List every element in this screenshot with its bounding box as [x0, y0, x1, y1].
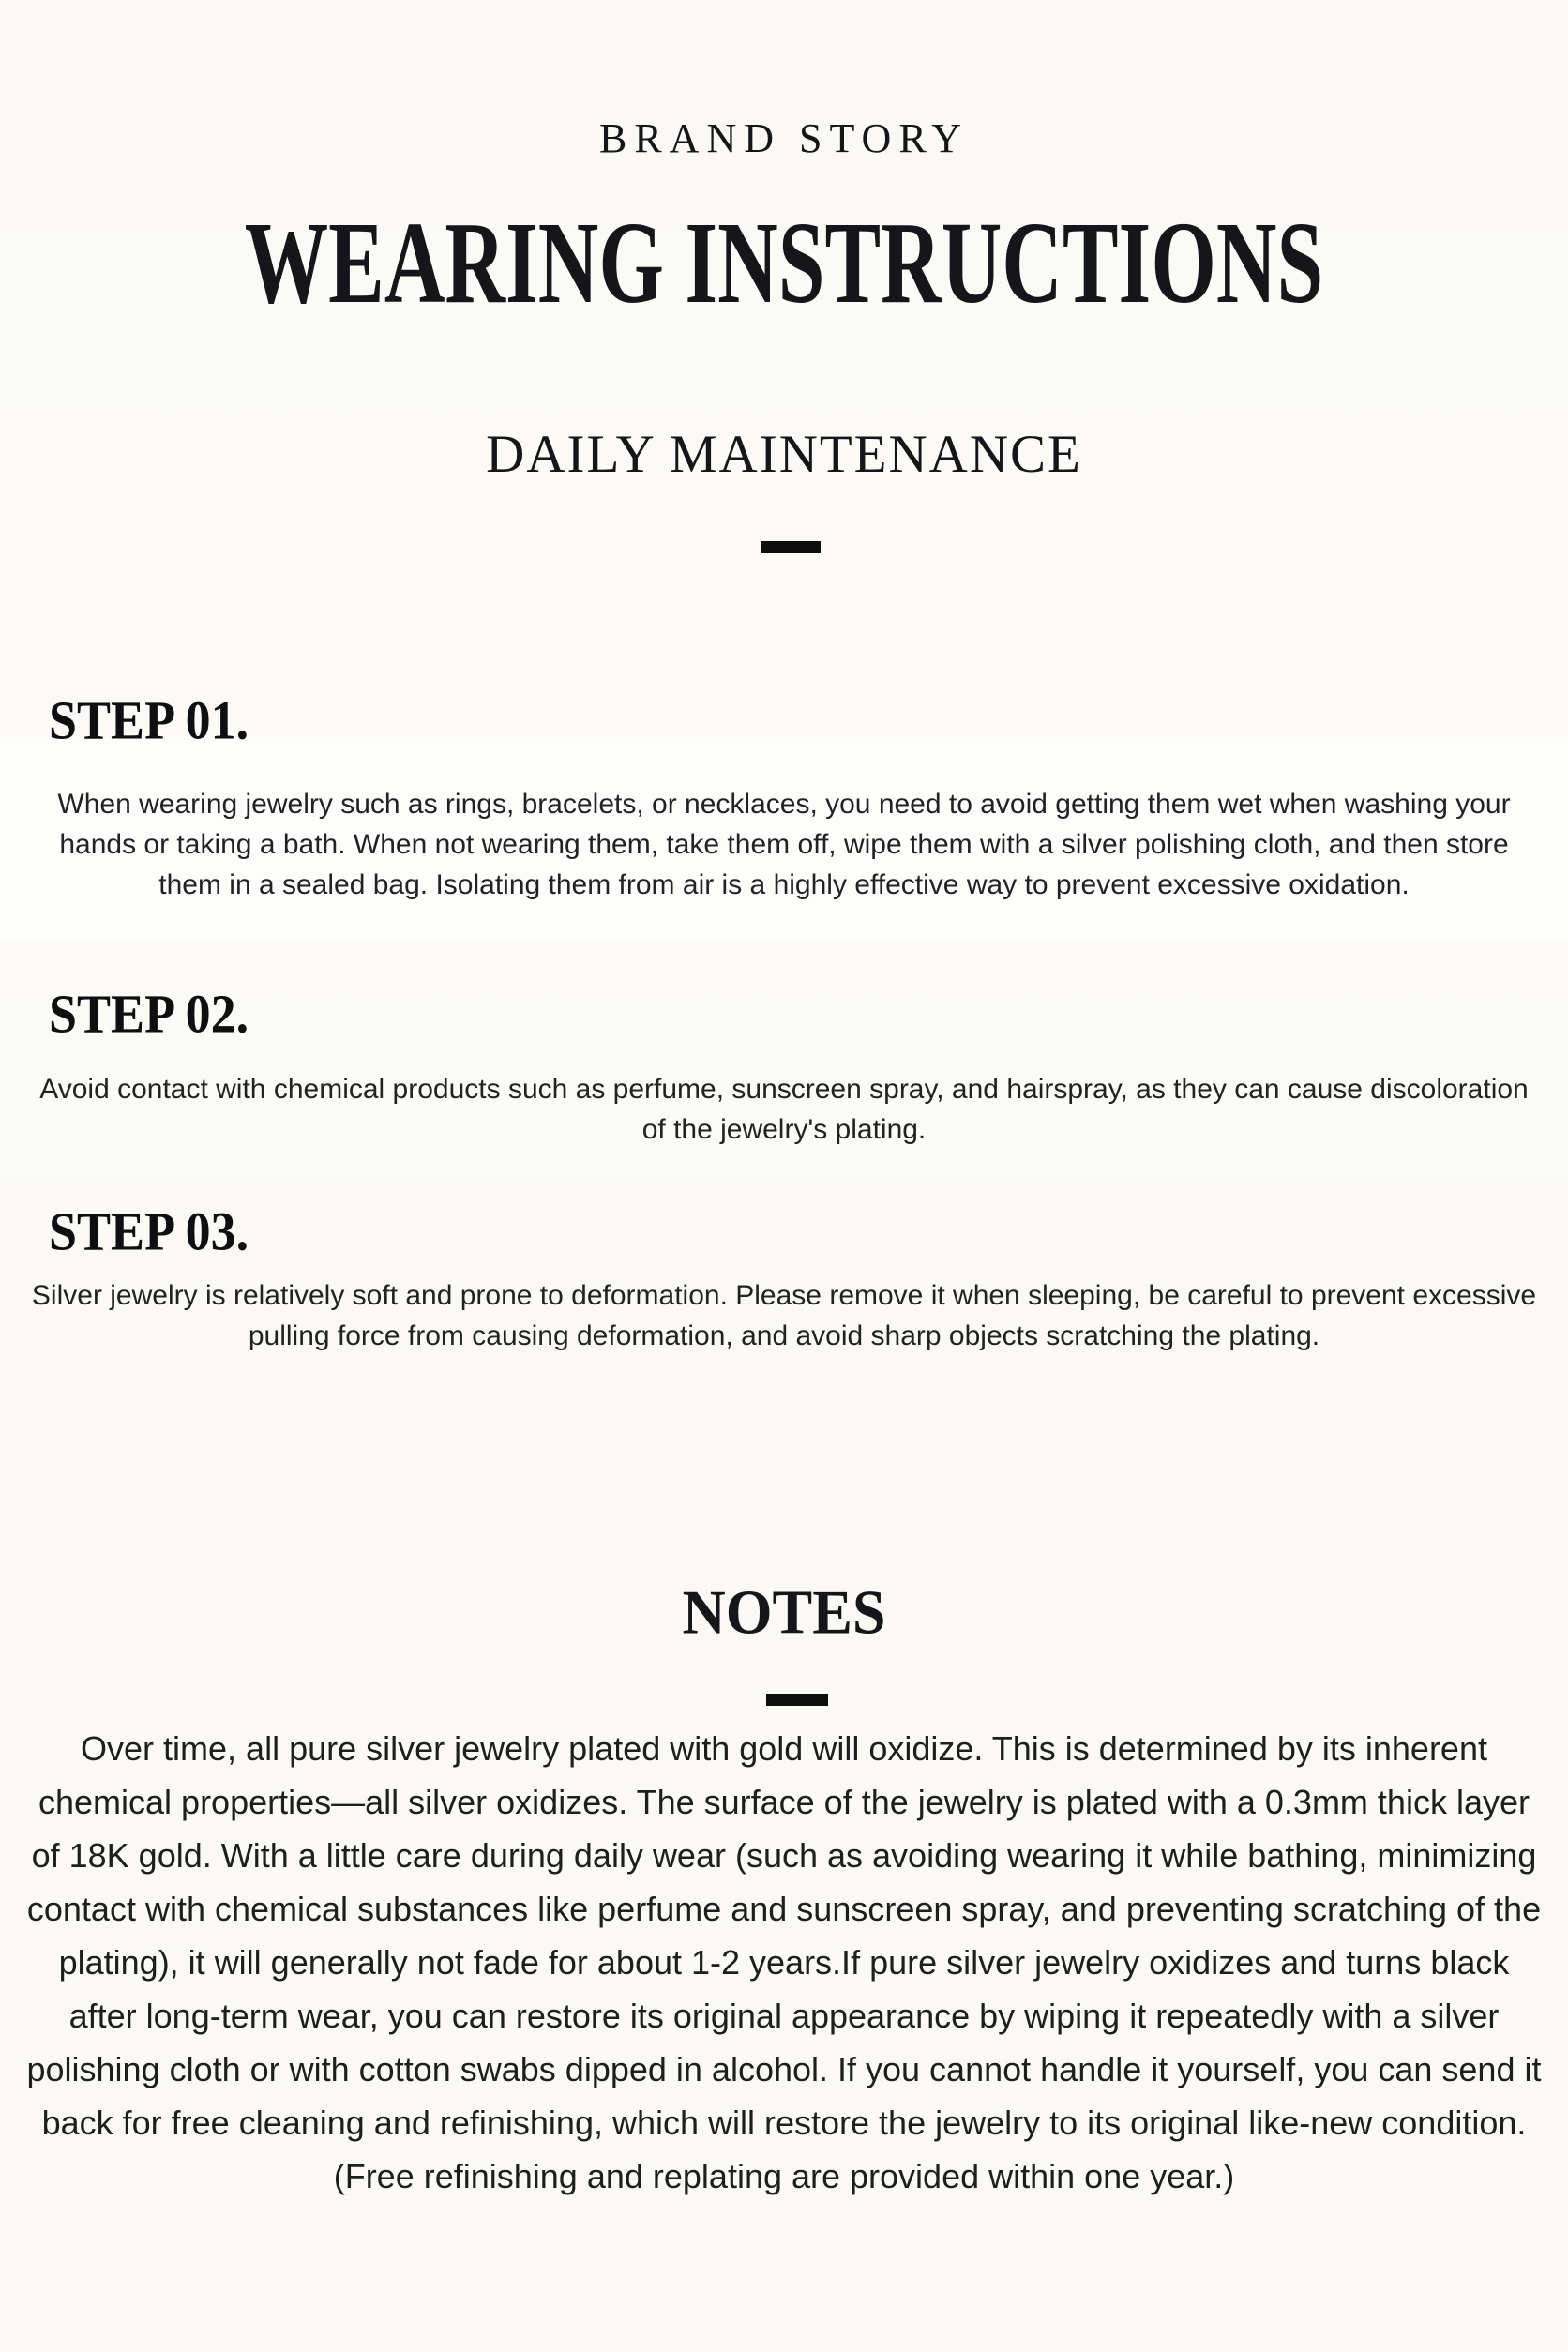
step-1-heading: STEP 01.	[49, 689, 249, 751]
daily-maintenance-subtitle: DAILY MAINTENANCE	[486, 425, 1082, 484]
step-1-paragraph: When wearing jewelry such as rings, bracelets, or necklaces, you need to avoid getting them wet when washing your hands or taking a bath. When not wearing them, take them off, wipe them with a silver polishing cloth, and then store them in a sealed bag. Isolating them from air is a highly effective way to prevent excessive oxidation.	[57, 789, 1511, 900]
step-2-paragraph: Avoid contact with chemical products such as perfume, sunscreen spray, and hairspray, as they can cause discoloration of the jewelry's plating.	[39, 1074, 1529, 1145]
step-3-paragraph: Silver jewelry is relatively soft and prone to deformation. Please remove it when sleeping, be careful to prevent excessive pulling force from causing deformation, and avoid sharp objects scratching the plating.	[31, 1280, 1537, 1351]
step-3-heading: STEP 03.	[49, 1200, 249, 1262]
step-2-heading: STEP 02.	[49, 983, 249, 1045]
notes-paragraph: Over time, all pure silver jewelry plated with gold will oxidize. This is determined by its inherent chemical properties—all silver oxidizes. The surface of the jewelry is plated with a 0.3mm thick layer of 18K gold. With a little care during daily wear (such as avoiding wearing it while bathing, minimizing contact with chemical substances like perfume and sunscreen spray, and preventing scratching of the plating), it will generally not fade for about 1-2 years.If pure silver jewelry oxidizes and turns black after long-term wear, you can restore its original appearance by wiping it repeatedly with a silver polishing cloth or with cotton swabs dipped in alcohol. If you cannot handle it yourself, you can send it back for free cleaning and refinishing, which will restore the jewelry to its original like-new condition. (Free refinishing and replating are provided within one year.)	[26, 1729, 1542, 2195]
notes-divider-bar	[766, 1694, 828, 1706]
section-divider-bar	[761, 541, 821, 553]
page-title: WEARING INSTRUCTIONS	[244, 198, 1324, 328]
notes-heading: NOTES	[682, 1576, 886, 1648]
brand-story-eyebrow: BRAND STORY	[598, 115, 970, 161]
